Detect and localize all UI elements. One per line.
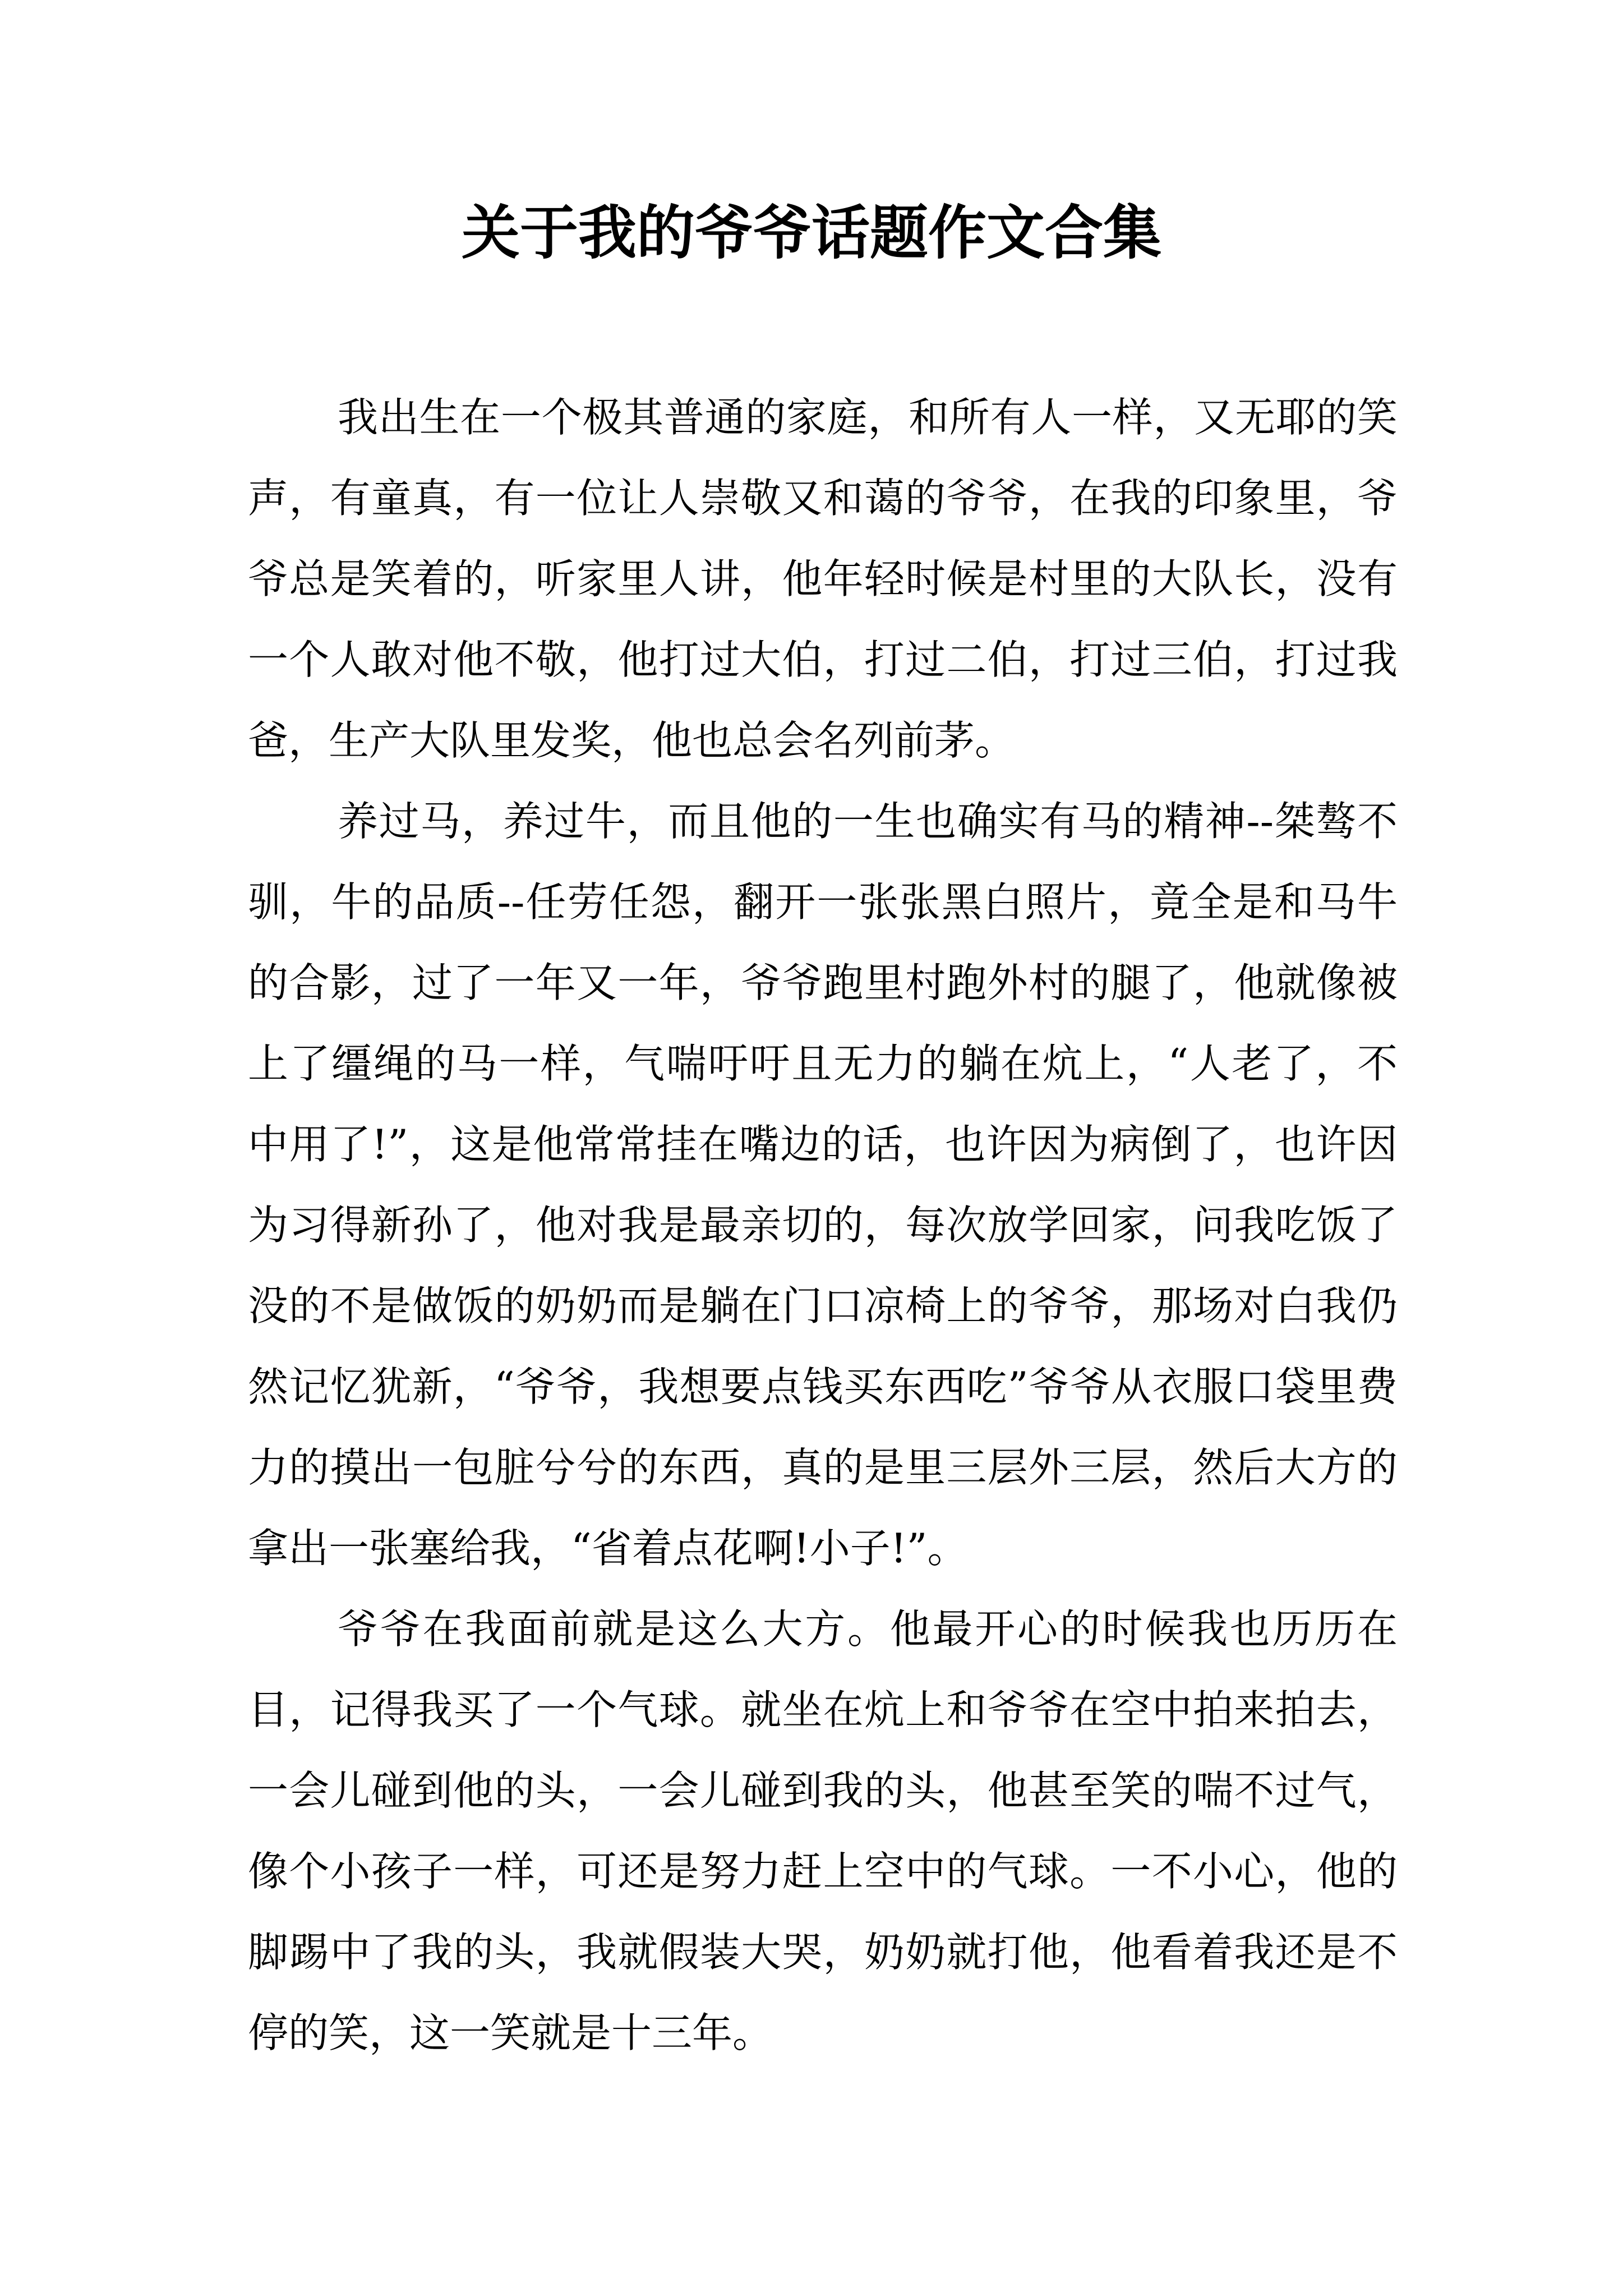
document-title: 关于我的爷爷话题作文合集	[461, 198, 1161, 267]
paragraph-2: 养过马，养过牛，而且他的一生也确实有马的精神--桀骜不驯，牛的品质--任劳任怨，翻开一张张黑白照片，竟全是和马牛的合影，过了一年又一年，爷爷跑里村跑外村的腿了，他就像被上了缰绳的马一样，气喘吁吁且无力的躺在炕上，“人老了，不中用了!”，这是他常常挂在嘴边的话，也许因为病倒了，也许因为习得新孙了，他对我是最亲切的，每次放学回家，问我吃饭了没的不是做饭的奶奶而是躺在门口凉椅上的爷爷，那场对白我仍然记忆犹新，“爷爷，我想要点钱买东西吃”爷爷从衣服口袋里费力的摸出一包脏兮兮的东西，真的是里三层外三层，然后大方的拿出一张塞给我，“省着点花啊!小子!”。	[248, 798, 1398, 1572]
paragraph-3: 爷爷在我面前就是这么大方。他最开心的时候我也历历在目，记得我买了一个气球。就坐在炕上和爷爷在空中拍来拍去，一会儿碰到他的头，一会儿碰到我的头，他甚至笑的喘不过气，像个小孩子一样，可还是努力赶上空中的气球。一不小心，他的脚踢中了我的头，我就假装大哭，奶奶就打他，他看着我还是不停的笑，这一笑就是十三年。	[248, 1605, 1398, 2056]
document-body	[248, 377, 1398, 2073]
paragraph-1: 我出生在一个极其普通的家庭，和所有人一样，又无耶的笑声，有童真，有一位让人崇敬又和蔼的爷爷，在我的印象里，爷爷总是笑着的，听家里人讲，他年轻时候是村里的大队长，没有一个人敢对他不敬，他打过大伯，打过二伯，打过三伯，打过我爸，生产大队里发奖，他也总会名列前茅。	[248, 394, 1398, 764]
